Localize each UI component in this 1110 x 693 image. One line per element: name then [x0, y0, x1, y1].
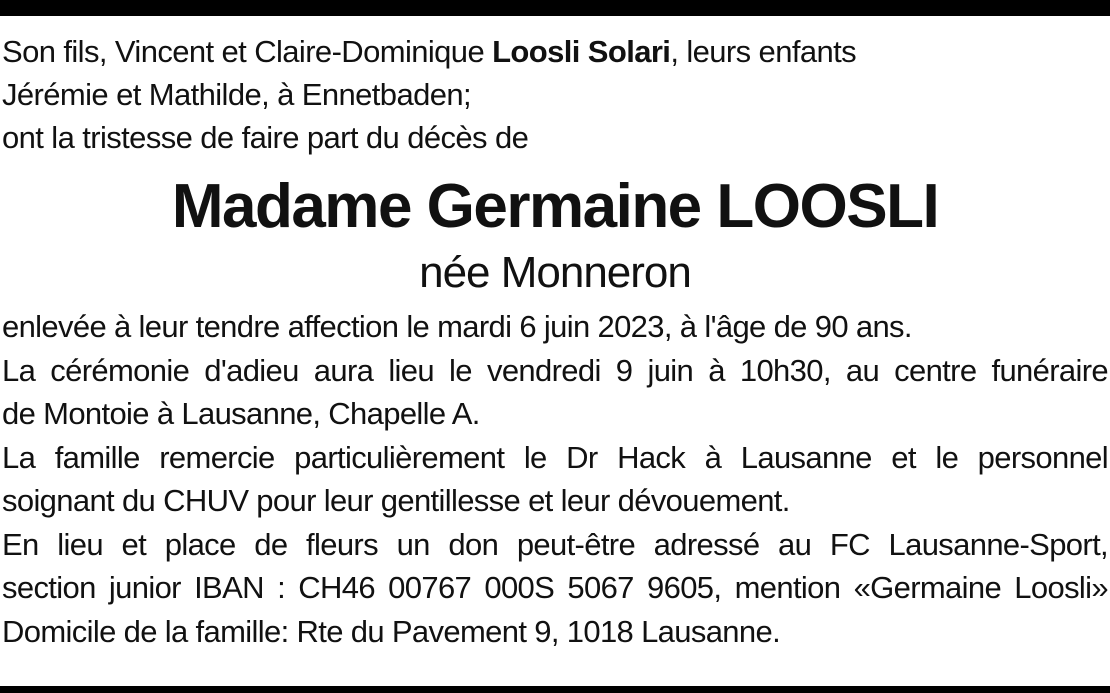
deceased-name: Madame Germaine LOOSLI	[171, 172, 939, 241]
body-line-iban: section junior IBAN : CH46 00767 000S 5067 9605, mention «Germaine Loosli»	[2, 570, 1108, 605]
birth-name: née Monneron	[419, 248, 691, 297]
body-line-death-date: enlevée à leur tendre affection le mardi 6 juin 2023, à l'âge de 90 ans.	[2, 309, 912, 344]
intro-line-1	[2, 30, 1110, 73]
bottom-border-rule	[0, 686, 1110, 693]
top-border-rule	[0, 0, 1110, 16]
intro-paragraph	[0, 30, 1110, 159]
intro-line-1-prefix: Son fils, Vincent et Claire-Dominique	[2, 34, 493, 69]
body-line-ceremony-place: de Montoie à Lausanne, Chapelle A.	[2, 396, 480, 431]
body-line-thanks: La famille remercie particulièrement le Dr Hack à Lausanne et le personnel	[2, 439, 1108, 475]
body-line-thanks-continued: soignant du CHUV pour leur gentillesse et leur dévouement.	[2, 483, 790, 518]
intro-line-2: Jérémie et Mathilde, à Ennetbaden;	[2, 77, 472, 112]
body-line-ceremony: La cérémonie d'adieu aura lieu le vendredi 9 juin à 10h30, au centre funéraire	[2, 352, 1108, 388]
obituary-notice	[0, 30, 1110, 653]
body-line-donation: En lieu et place de fleurs un don peut-être adressé au FC Lausanne-Sport,	[2, 526, 1108, 562]
notice-body	[0, 305, 1110, 653]
family-surname: Loosli Solari	[492, 34, 671, 69]
intro-line-3: ont la tristesse de faire part du décès de	[2, 120, 529, 155]
body-line-family-address: Domicile de la famille: Rte du Pavement 9, 1018 Lausanne.	[2, 613, 781, 649]
intro-line-1-suffix: , leurs enfants	[670, 34, 857, 69]
